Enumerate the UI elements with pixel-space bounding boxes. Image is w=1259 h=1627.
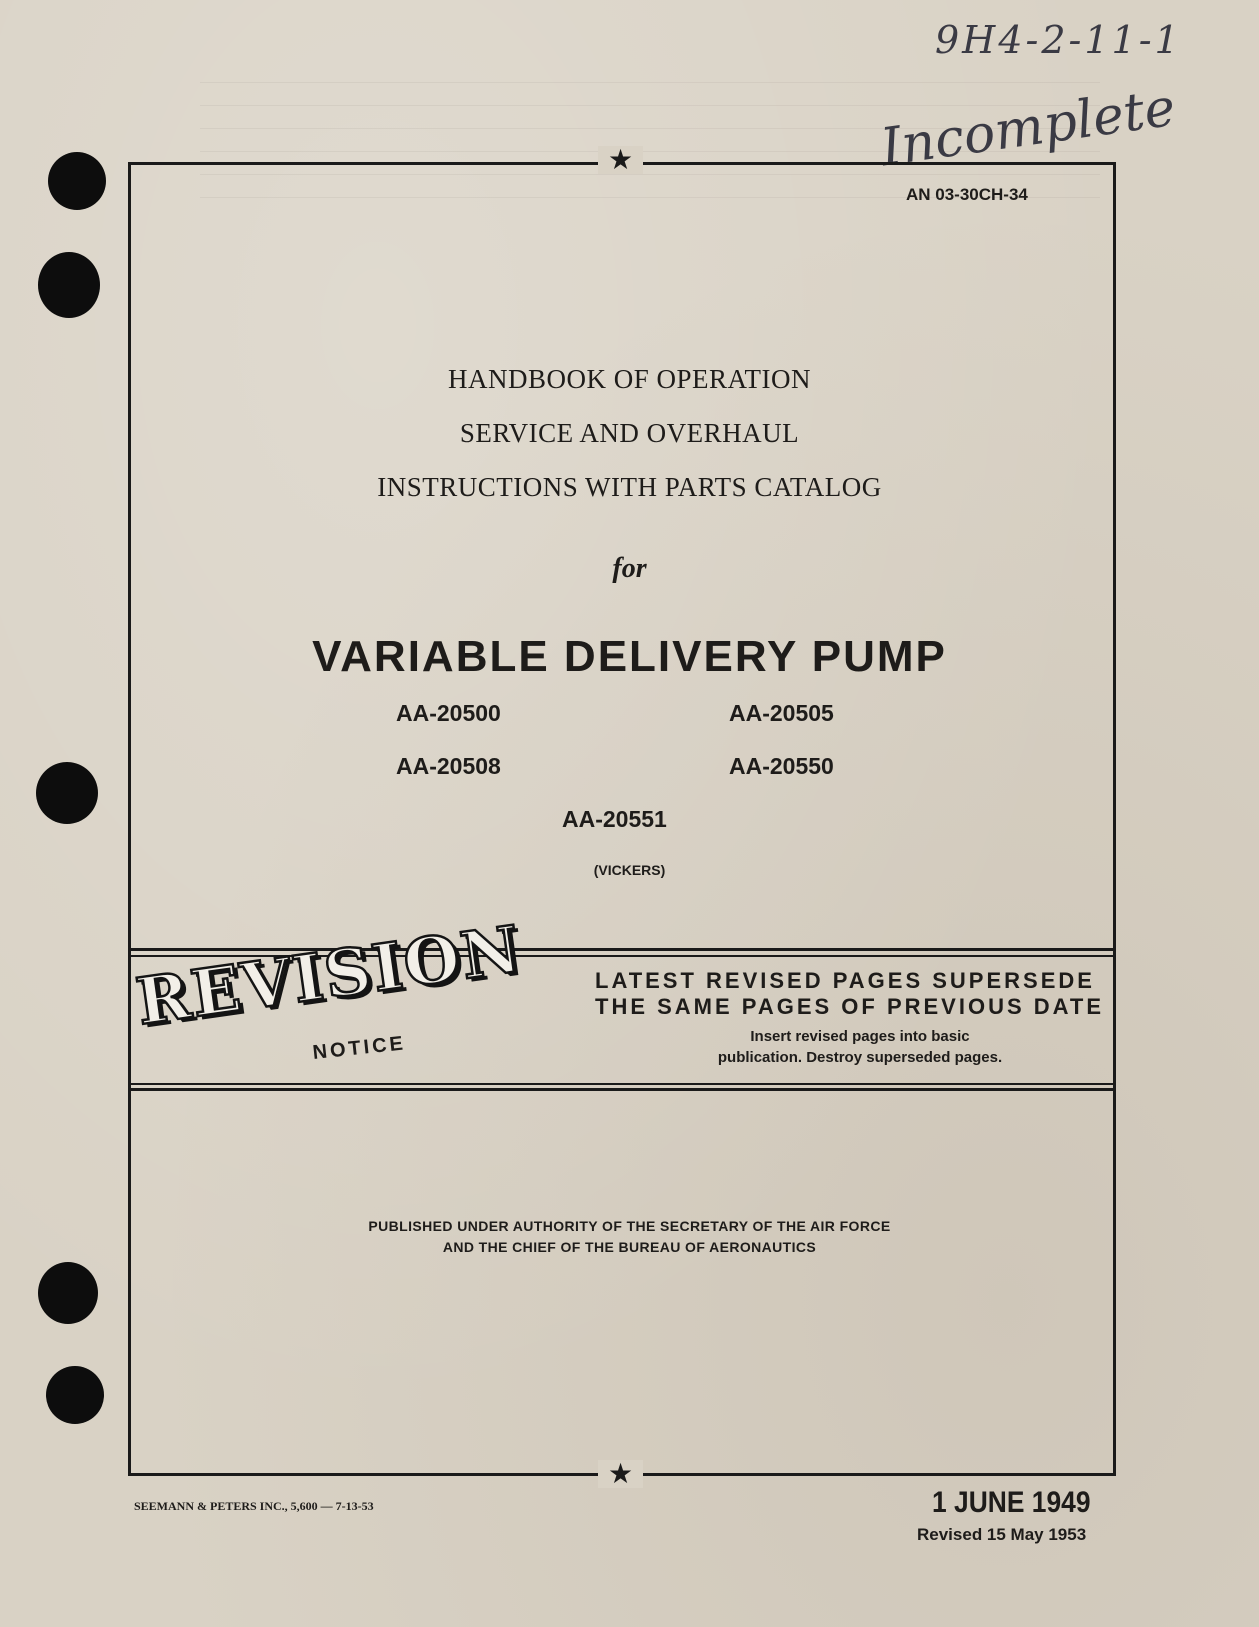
model-number: AA-20508: [396, 753, 501, 779]
binder-hole: [48, 152, 106, 210]
binder-hole: [38, 252, 100, 318]
model-number: AA-20551: [562, 806, 667, 832]
revision-bottom-rule: [131, 1083, 1113, 1085]
revised-date: Revised 15 May 1953: [917, 1525, 1087, 1544]
printer-line: SEEMANN & PETERS INC., 5,600 — 7-13-53: [134, 1499, 374, 1513]
revision-headline-2: THE SAME PAGES OF PREVIOUS DATE: [595, 994, 1105, 1019]
model-number: AA-20500: [396, 700, 501, 726]
binder-hole: [46, 1366, 104, 1424]
authority-line-2: AND THE CHIEF OF THE BUREAU OF AERONAUTICS: [442, 1239, 817, 1255]
star-icon: ★: [598, 1460, 643, 1488]
notice-stamp: NOTICE: [311, 1032, 407, 1065]
revision-stamp: REVISION: [131, 911, 527, 1041]
binder-hole: [38, 1262, 98, 1324]
document-number: AN 03-30CH-34: [906, 185, 1028, 204]
product-title: VARIABLE DELIVERY PUMP: [312, 632, 947, 681]
revision-instruction-2: publication. Destroy superseded pages.: [717, 1049, 1003, 1066]
issue-date: 1 JUNE 1949: [932, 1486, 1091, 1519]
revision-bottom-rule: [131, 1088, 1113, 1091]
star-icon: ★: [598, 146, 643, 174]
revision-instruction-1: Insert revised pages into basic: [750, 1028, 970, 1045]
model-number: AA-20550: [729, 753, 834, 779]
for-text: for: [612, 553, 647, 584]
model-number: AA-20505: [729, 700, 834, 726]
title-line-1: HANDBOOK OF OPERATION: [447, 364, 812, 394]
manufacturer: (VICKERS): [593, 862, 666, 878]
title-line-2: SERVICE AND OVERHAUL: [459, 418, 800, 448]
authority-line-1: PUBLISHED UNDER AUTHORITY OF THE SECRETARY OF THE AIR FORCE: [368, 1218, 891, 1234]
title-line-3: INSTRUCTIONS WITH PARTS CATALOG: [377, 472, 882, 502]
revision-headline-1: LATEST REVISED PAGES SUPERSEDE: [595, 968, 1095, 993]
handwritten-catalog-code: 9H4-2-11-1: [935, 18, 1182, 62]
handwritten-note: Incomplete: [877, 77, 1179, 179]
binder-hole: [36, 762, 98, 824]
